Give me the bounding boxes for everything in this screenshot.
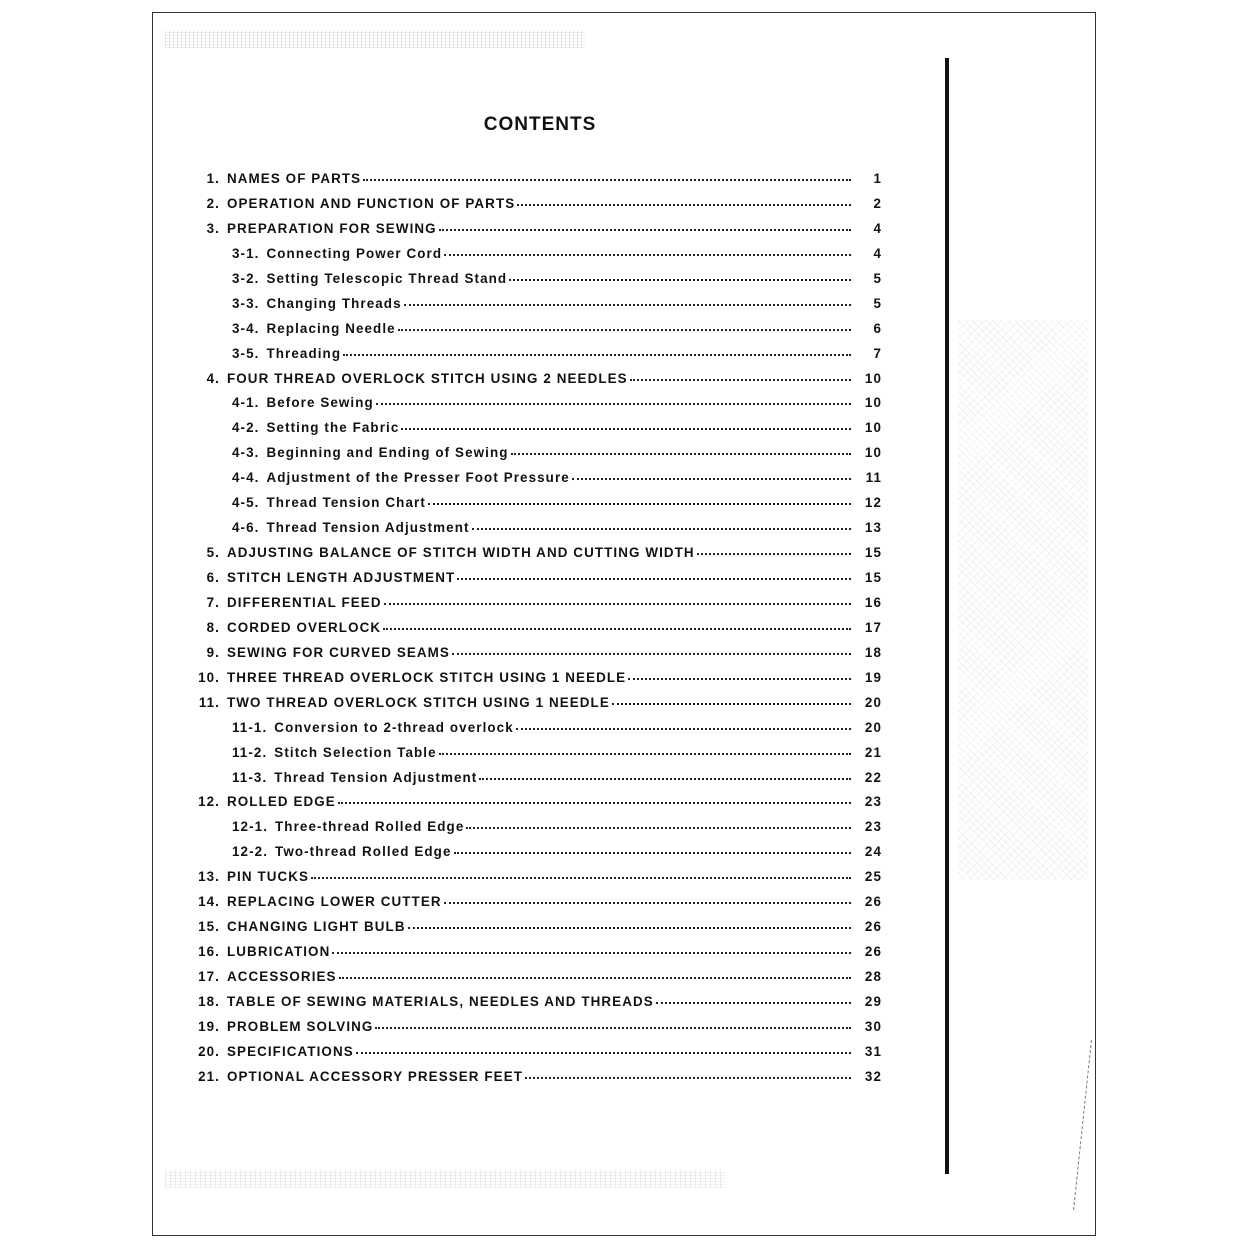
toc-entry-number: 12-1. (232, 819, 269, 835)
toc-entry-number: 3-2. (232, 270, 260, 286)
toc-page-number: 20 (864, 694, 882, 710)
toc-entry-number: 13. (198, 869, 220, 885)
toc-entry-number: 4-6. (232, 520, 260, 536)
scan-noise-top (165, 30, 585, 48)
toc-entry-title: CHANGING LIGHT BULB (227, 919, 406, 935)
toc-entry-number: 11. (198, 694, 220, 710)
toc-subentry (196, 441, 882, 466)
toc-dot-leader (466, 813, 851, 829)
toc-page-number: 7 (873, 345, 882, 361)
toc-entry-number: 14. (198, 894, 220, 910)
toc-subentry (196, 716, 882, 741)
toc-dot-leader (376, 389, 851, 405)
toc-entry (196, 192, 882, 217)
toc-dot-leader (452, 639, 851, 655)
scan-noise-right (958, 320, 1088, 880)
toc-entry-title: FOUR THREAD OVERLOCK STITCH USING 2 NEEDLES (227, 370, 628, 386)
toc-entry (196, 641, 882, 666)
toc-entry (196, 616, 882, 641)
toc-entry (196, 890, 882, 915)
toc-subentry (196, 815, 882, 840)
toc-page-number: 4 (873, 220, 882, 236)
toc-entry-number: 17. (198, 969, 220, 984)
toc-dot-leader (517, 190, 851, 206)
toc-page-number: 17 (864, 619, 882, 635)
toc-subentry (196, 416, 882, 441)
toc-entry-number: 3-5. (232, 345, 260, 361)
toc-entry-number: 11-1. (232, 719, 268, 735)
toc-dot-leader (444, 888, 851, 904)
toc-page-number: 30 (864, 1018, 882, 1034)
toc-page-number: 11 (865, 470, 882, 486)
toc-entry-number: 4-4. (232, 470, 260, 486)
toc-entry-title: ACCESSORIES (227, 969, 337, 984)
toc-dot-leader (384, 589, 851, 605)
toc-dot-leader (339, 963, 851, 979)
toc-page-number: 15 (864, 545, 882, 561)
toc-entry-title: Conversion to 2-thread overlock (274, 719, 514, 735)
toc-entry-number: 3-4. (232, 320, 260, 336)
toc-entry-number: 15. (198, 919, 220, 935)
toc-entry (196, 566, 882, 591)
toc-entry-number: 10. (198, 669, 220, 685)
table-of-contents (196, 167, 882, 1090)
toc-dot-leader (343, 340, 851, 356)
toc-page-number: 12 (864, 495, 882, 511)
toc-entry-title: ADJUSTING BALANCE OF STITCH WIDTH AND CUTTING WIDTH (227, 545, 695, 561)
toc-page-number: 10 (864, 395, 882, 411)
toc-entry-title: Changing Threads (266, 295, 402, 311)
toc-entry-number: 4-1. (232, 395, 260, 411)
toc-page-number: 28 (864, 969, 882, 984)
toc-entry-number: 5. (206, 545, 220, 561)
toc-entry-title: DIFFERENTIAL FEED (227, 594, 382, 610)
toc-page-number: 29 (864, 993, 882, 1009)
toc-entry-number: 8. (206, 619, 220, 635)
toc-dot-leader (383, 614, 851, 630)
toc-dot-leader (656, 988, 851, 1004)
toc-entry-number: 1. (206, 171, 220, 186)
toc-dot-leader (509, 265, 851, 281)
toc-dot-leader (697, 539, 851, 555)
toc-dot-leader (375, 1013, 851, 1029)
toc-subentry (196, 242, 882, 267)
toc-page-number: 1 (873, 171, 882, 186)
toc-subentry (196, 466, 882, 491)
toc-entry-title: Setting the Fabric (266, 420, 400, 436)
toc-subentry (196, 391, 882, 416)
toc-entry (196, 1015, 882, 1040)
toc-entry-title: REPLACING LOWER CUTTER (227, 894, 442, 910)
toc-page-number: 26 (864, 944, 882, 960)
toc-subentry (196, 840, 882, 865)
toc-entry-title: THREE THREAD OVERLOCK STITCH USING 1 NEEDLE (227, 669, 627, 685)
toc-dot-leader (479, 764, 851, 780)
toc-dot-leader (363, 165, 851, 181)
toc-entry (196, 167, 882, 192)
scan-noise-bottom (165, 1170, 725, 1188)
toc-page-number: 25 (864, 869, 882, 885)
toc-entry-number: 3. (206, 220, 220, 236)
toc-page-number: 4 (873, 245, 882, 261)
toc-dot-leader (516, 714, 851, 730)
toc-entry-number: 3-1. (232, 245, 260, 261)
toc-entry-title: PIN TUCKS (227, 869, 310, 885)
toc-page-number: 24 (864, 844, 882, 860)
toc-dot-leader (428, 489, 851, 505)
toc-page-number: 20 (864, 719, 882, 735)
toc-page-number: 21 (864, 744, 882, 760)
toc-dot-leader (472, 514, 851, 530)
toc-subentry (196, 267, 882, 292)
page-title: CONTENTS (483, 113, 597, 135)
toc-entry-number: 11-3. (232, 769, 268, 785)
toc-entry-title: Stitch Selection Table (274, 744, 437, 760)
toc-entry-title: Three-thread Rolled Edge (275, 819, 465, 835)
toc-entry-title: Beginning and Ending of Sewing (266, 445, 509, 461)
toc-dot-leader (398, 315, 851, 331)
toc-page-number: 10 (864, 370, 882, 386)
toc-entry-number: 9. (206, 644, 220, 660)
toc-entry-title: SPECIFICATIONS (227, 1043, 354, 1059)
toc-entry-number: 18. (198, 993, 220, 1009)
toc-entry (196, 1040, 882, 1065)
toc-entry-number: 6. (206, 570, 220, 585)
toc-page-number: 2 (873, 195, 882, 211)
toc-entry (196, 790, 882, 815)
toc-dot-leader (404, 290, 851, 306)
toc-dot-leader (628, 664, 851, 680)
toc-page-number: 26 (864, 919, 882, 935)
toc-entry-number: 11-2. (232, 744, 268, 760)
toc-entry (196, 666, 882, 691)
toc-dot-leader (311, 863, 851, 879)
toc-dot-leader (338, 788, 851, 804)
toc-entry-title: PREPARATION FOR SEWING (227, 220, 437, 236)
toc-entry-number: 4-3. (232, 445, 260, 461)
toc-entry-number: 2. (206, 195, 220, 211)
toc-entry (196, 990, 882, 1015)
toc-entry-number: 16. (198, 944, 220, 960)
toc-dot-leader (525, 1063, 851, 1079)
toc-page-number: 26 (864, 894, 882, 910)
toc-entry-title: ROLLED EDGE (227, 794, 336, 810)
toc-entry (196, 217, 882, 242)
toc-entry (196, 865, 882, 890)
toc-entry-number: 21. (198, 1068, 220, 1084)
toc-entry-title: CORDED OVERLOCK (227, 619, 382, 635)
toc-entry-title: Thread Tension Adjustment (274, 769, 478, 785)
toc-page-number: 23 (864, 794, 882, 810)
toc-entry-number: 12-2. (232, 844, 269, 860)
toc-entry-number: 12. (198, 794, 220, 810)
toc-subentry (196, 766, 882, 791)
toc-entry-number: 4. (206, 370, 220, 386)
toc-entry-number: 20. (198, 1043, 220, 1059)
toc-entry (196, 965, 882, 990)
toc-dot-leader (439, 215, 851, 231)
toc-page-number: 22 (864, 769, 882, 785)
toc-page-number: 16 (864, 594, 882, 610)
toc-entry-title: Thread Tension Adjustment (266, 520, 470, 536)
toc-entry (196, 367, 882, 392)
toc-dot-leader (630, 365, 851, 381)
toc-subentry (196, 516, 882, 541)
toc-dot-leader (454, 838, 852, 854)
toc-subentry (196, 741, 882, 766)
toc-entry-number: 19. (198, 1018, 220, 1034)
toc-page-number: 18 (864, 644, 882, 660)
toc-entry (196, 541, 882, 566)
toc-entry-title: STITCH LENGTH ADJUSTMENT (227, 570, 456, 585)
toc-entry (196, 940, 882, 965)
toc-page-number: 13 (864, 520, 882, 536)
toc-entry (196, 1065, 882, 1090)
toc-entry-title: OPERATION AND FUNCTION OF PARTS (227, 195, 516, 211)
toc-entry-title: Adjustment of the Presser Foot Pressure (266, 470, 570, 486)
toc-dot-leader (408, 913, 851, 929)
toc-page-number: 31 (864, 1043, 882, 1059)
toc-entry (196, 691, 882, 716)
toc-entry-title: PROBLEM SOLVING (227, 1018, 374, 1034)
toc-entry-title: Replacing Needle (266, 320, 396, 336)
toc-dot-leader (612, 689, 851, 705)
toc-entry-title: TWO THREAD OVERLOCK STITCH USING 1 NEEDLE (227, 694, 610, 710)
toc-subentry (196, 317, 882, 342)
toc-entry-title: Threading (266, 345, 342, 361)
toc-page-number: 10 (864, 420, 882, 436)
toc-entry (196, 591, 882, 616)
toc-entry-number: 4-5. (232, 495, 260, 511)
toc-page-number: 10 (864, 445, 882, 461)
toc-entry-title: TABLE OF SEWING MATERIALS, NEEDLES AND THREADS (227, 993, 654, 1009)
toc-dot-leader (332, 938, 851, 954)
toc-dot-leader (356, 1038, 851, 1054)
toc-entry-title: Two-thread Rolled Edge (275, 844, 452, 860)
toc-entry-number: 4-2. (232, 420, 260, 436)
toc-page-number: 15 (864, 570, 882, 585)
toc-entry-title: SEWING FOR CURVED SEAMS (227, 644, 450, 660)
toc-subentry (196, 491, 882, 516)
toc-dot-leader (444, 240, 851, 256)
page-binding-edge (945, 58, 949, 1174)
toc-page-number: 32 (864, 1068, 882, 1084)
toc-page-number: 19 (864, 669, 882, 685)
toc-entry-number: 7. (206, 594, 220, 610)
toc-entry-title: Thread Tension Chart (266, 495, 426, 511)
toc-page-number: 5 (873, 295, 882, 311)
toc-entry-title: Before Sewing (266, 395, 374, 411)
toc-page-number: 5 (873, 270, 882, 286)
toc-entry-title: Setting Telescopic Thread Stand (266, 270, 508, 286)
toc-entry-title: NAMES OF PARTS (227, 171, 362, 186)
toc-entry-title: OPTIONAL ACCESSORY PRESSER FEET (227, 1068, 524, 1084)
toc-dot-leader (401, 414, 851, 430)
toc-entry-title: Connecting Power Cord (266, 245, 443, 261)
toc-dot-leader (511, 439, 851, 455)
toc-subentry (196, 342, 882, 367)
toc-dot-leader (439, 739, 851, 755)
toc-subentry (196, 292, 882, 317)
toc-entry-title: LUBRICATION (227, 944, 331, 960)
toc-entry-number: 3-3. (232, 295, 260, 311)
toc-entry (196, 915, 882, 940)
toc-page-number: 23 (864, 819, 882, 835)
toc-page-number: 6 (873, 320, 882, 336)
toc-dot-leader (457, 564, 851, 580)
toc-dot-leader (572, 464, 851, 480)
